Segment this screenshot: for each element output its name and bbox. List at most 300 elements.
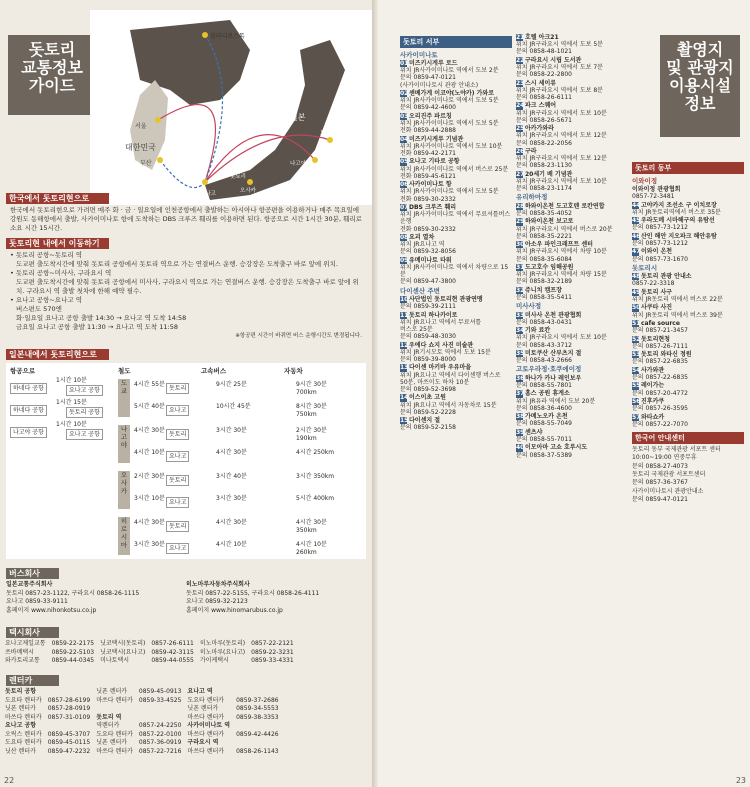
table-cell: 0859-42-4426 — [236, 730, 279, 738]
section-body: 한국에서 돗토리현으로 가려면 매주 화 · 금 · 일요일에 인천공항에서 출발하는 아시아나 항공편을 이용하거나 매주 목요일에 강원도 동해항에서 출발, 사카이미나토 항에 도착하는 DBS 크루즈 훼리를 이용하면 된다. 항공으로 시간 1시간 30분, 훼리로 소요 시간 15시간. — [10, 206, 362, 232]
list-item: • 요나고 공항~요나고 역 — [10, 296, 82, 304]
entry-title: 사가와관 — [641, 366, 665, 374]
listing-entry — [516, 148, 628, 170]
entry-number: 10 — [400, 295, 409, 303]
listing-entry — [632, 265, 744, 272]
label-sakaiminato: 사카이미나토 — [175, 174, 207, 180]
air-origin: 하네다 공항 — [10, 405, 47, 416]
table-cell: 0857-28-6199 — [47, 696, 91, 704]
entry-number: 14 — [400, 394, 409, 402]
entry-detail: 문의 0859-48-3030 — [400, 333, 457, 341]
info-line: 사카이미나토시 관광안내소 — [632, 487, 704, 495]
table-row — [2, 748, 282, 757]
section-body — [10, 251, 362, 341]
info-line: 문의 0858-27-4073 — [632, 462, 689, 470]
entry-number: 12 — [400, 341, 409, 349]
listing-entry — [632, 367, 744, 381]
listing-entry — [632, 320, 744, 334]
table-cell: 닛산 렌터카 — [5, 747, 36, 755]
entry-number: 57 — [632, 413, 641, 421]
column-header: 철도 — [118, 367, 131, 375]
rail-time: 2시간 30분 — [134, 473, 165, 480]
listing-entry — [632, 273, 744, 287]
rentacar-table — [2, 688, 282, 756]
entry-detail: 위치 JR구라요시 역에서 도보 7분 — [516, 64, 603, 71]
listing-entry — [516, 312, 628, 326]
table-cell: 0857-22-2121 — [251, 640, 294, 647]
listing-entry — [516, 444, 628, 458]
entry-detail: 문의 0859-47-3800 — [400, 278, 457, 286]
rail-time: 4시간 55분 — [134, 381, 165, 388]
page-number: 23 — [735, 776, 746, 785]
entry-detail: 위치 JR구라요시 역에서 도보 12분 — [516, 155, 607, 163]
dest-box: 돗토리 — [166, 521, 189, 532]
listing-entry — [632, 304, 744, 318]
entry-detail: 위치 JR요나고 역에서 자동차로 15분 — [400, 401, 497, 409]
entry-number: 40 — [516, 444, 525, 452]
entry-detail: 위치 JR사카이미나토 역에서 도보 5분 — [400, 97, 499, 105]
entry-title: 20세기 배 기념관 — [525, 170, 573, 178]
entry-detail: 위치 JR돗토리역에서 버스로 35분 — [632, 208, 721, 216]
entry-number: 37 — [516, 390, 525, 398]
title-line: 촬영지 — [676, 40, 724, 59]
table-row — [2, 688, 282, 697]
listing-entry — [632, 233, 744, 247]
entry-number: 51 — [632, 319, 641, 327]
listing-entry — [400, 90, 512, 112]
entry-number: 22 — [516, 56, 525, 64]
label-korea: 대한민국 — [125, 143, 156, 152]
entry-title: 유메미나토 타워 — [409, 256, 452, 264]
entry-detail: 문의 0859-39-2111 — [400, 303, 457, 311]
table-cell: 홈페이지 www.nihonkotsu.co.jp — [6, 606, 97, 614]
entry-number: 07 — [400, 203, 409, 211]
listing-entry — [516, 218, 628, 240]
entry-title: 하와이온천 보고로 — [525, 218, 574, 226]
subregion-header: 미사사정 — [516, 302, 542, 311]
column-header: 고속버스 — [201, 367, 227, 375]
entry-detail: 문의 0859-52-3698 — [400, 385, 457, 393]
entry-title: 돗토리 와타신 정원 — [641, 351, 692, 359]
entry-detail: 문의 0858-36-4600 — [516, 404, 573, 412]
entry-detail: 문의 0859-32-8056 — [400, 248, 457, 256]
bus-time: 3시간 40분 — [216, 473, 247, 480]
table-cell: 사카이미나토 역 — [187, 722, 231, 729]
entry-detail: 문의 0857-22-6835 — [632, 358, 689, 366]
entry-detail: 문의 0857-26-7111 — [632, 342, 689, 350]
entry-number: 31 — [516, 263, 525, 271]
listing-entry — [400, 394, 512, 416]
listing-entry — [632, 186, 744, 200]
entry-detail: 문의 0858-35-6084 — [516, 255, 573, 263]
entry-number: 56 — [632, 397, 641, 405]
entry-number: 11 — [400, 311, 409, 319]
entry-detail: 문의 0858-55-7049 — [516, 420, 573, 428]
entry-detail: 문의 0859-52-2158 — [400, 424, 457, 432]
entry-title: 이모아마 고쇼 호루시도 — [525, 444, 588, 452]
entry-detail: 문의 0857-73-1212 — [632, 224, 689, 232]
table-cell: 마쓰다 렌터카 — [187, 747, 225, 755]
entry-detail: 문의 0858-32-2189 — [516, 278, 573, 286]
entry-detail: 문의 0857-20-4772 — [632, 389, 689, 397]
table-cell — [93, 705, 136, 714]
listing-entry — [516, 80, 628, 102]
entry-detail: 위치 JR구라요시 역에서 버스로 20분 — [516, 225, 613, 233]
entry-title: 미사사 온천 관광협회 — [525, 311, 582, 319]
entry-detail: 위치 JR구라요시 역에서 차량 15분 — [516, 271, 607, 279]
air-origin: 나고야 공항 — [10, 427, 47, 438]
entry-title: 사쿠타 사진 — [641, 304, 673, 312]
label-tokyo: 도쿄 — [320, 130, 332, 137]
table-cell: 0857-22-0100 — [138, 730, 182, 738]
entry-number: 39 — [516, 428, 525, 436]
table-cell: 돗토리 역 — [96, 713, 122, 721]
table-cell: 0859-44-0555 — [151, 657, 194, 664]
table-cell: 역렌터카 — [96, 722, 120, 729]
info-list — [632, 446, 744, 504]
listing-entry — [400, 364, 512, 393]
entry-number: 05 — [400, 158, 409, 166]
entry-detail: 문의 0858-35-4052 — [516, 209, 573, 217]
table-row — [2, 657, 297, 666]
entry-title: 하나가 카나 레인보우 — [525, 374, 582, 382]
entry-detail: 문의 0858-26-6111 — [516, 94, 573, 101]
table-cell — [45, 722, 94, 731]
entry-number: 55 — [632, 382, 641, 390]
listing-entry — [400, 417, 512, 431]
entry-title: 하와이온천 도고호텐 로칸연합 — [525, 202, 605, 210]
entry-number: 30 — [516, 241, 525, 249]
entry-detail: 0857-72-3481 — [632, 193, 675, 201]
entry-title: 요괴 열차 — [409, 233, 435, 241]
label-nagoya: 나고야 — [290, 161, 306, 167]
rail-time: 4시간 30분 — [134, 427, 165, 434]
table-cell: 0859-47-2232 — [47, 747, 91, 755]
entry-number: 25 — [516, 125, 525, 133]
table-cell: 도요타 렌터카 — [5, 696, 42, 704]
left-page — [0, 0, 372, 787]
table-cell: 0859-44-0345 — [51, 657, 95, 664]
entry-number: 48 — [632, 273, 641, 281]
table-row — [2, 705, 282, 714]
table-cell: 0859-45-3707 — [47, 730, 91, 738]
label-tottori: 돗토리 — [230, 174, 246, 180]
listing-list — [400, 60, 512, 432]
section-header: 버스회사 — [6, 568, 59, 579]
air-dest: 요나고 공항 — [66, 385, 103, 396]
entry-detail: 문의 0858-43-3712 — [516, 341, 573, 349]
entry-detail: 문의 0858-43-0431 — [516, 318, 573, 326]
entry-number: 29 — [516, 218, 525, 226]
entry-title: 도고호수 임해공원 — [525, 263, 574, 271]
entry-detail: 위치 JR구라요시 역에서 도보 8분 — [516, 86, 603, 94]
entry-number: 06 — [400, 181, 409, 189]
column-header: 항공으로 — [10, 367, 36, 375]
table-cell: 도요타 렌터카 — [96, 730, 133, 738]
listing-entry — [632, 289, 744, 303]
entry-number: 26 — [516, 147, 525, 155]
table-row — [2, 739, 282, 748]
listing-entry — [516, 57, 628, 79]
title-line: 교통정보 — [21, 58, 83, 77]
listing-entry — [516, 375, 628, 389]
listing-entry — [632, 336, 744, 350]
table-cell: 0859-45-0913 — [138, 688, 182, 695]
listing-entry — [400, 257, 512, 286]
air-time: 1시간 15분 — [56, 399, 87, 406]
entry-detail: 문의 0858-37-5389 — [516, 451, 573, 459]
listing-column-2 — [516, 34, 628, 460]
entry-detail: 위치 JR기시모토 역에서 도보 15분 — [400, 348, 491, 356]
entry-detail: 문의 0857-22-7070 — [632, 420, 689, 428]
table-cell: 마쓰다 렌터카 — [96, 696, 133, 704]
listing-list — [632, 186, 744, 428]
listing-entry — [516, 287, 628, 301]
entry-detail: 문의 0859-52-2228 — [400, 408, 457, 416]
subregion-header: 유리하마정 — [516, 193, 548, 202]
section-header: 일본내에서 돗토리현으로 — [6, 349, 109, 360]
table-cell: 0857-31-0109 — [47, 713, 91, 721]
rail-time: 3시간 30분 — [134, 541, 165, 548]
subregion-header: 고토우라정·호쿠에이정 — [516, 365, 582, 374]
entry-detail: 위치 JR돗토리 역에서 버스로 39분 — [632, 311, 723, 319]
entry-detail: (사카이미나토시 관광 안내소) — [400, 81, 479, 89]
title-line: 돗토리 — [28, 40, 76, 59]
entry-number: 24 — [516, 102, 525, 110]
entry-number: 46 — [632, 232, 641, 240]
right-page-title — [660, 35, 740, 137]
dest-box: 돗토리 — [166, 429, 189, 440]
listing-entry — [516, 429, 628, 443]
table-cell: 히노마루자동차주식회사 — [186, 581, 250, 588]
entry-detail: 위치 JR돗토리 역에서 버스로 22분 — [632, 295, 723, 303]
rail-time: 3시간 10분 — [134, 495, 165, 502]
entry-detail: 위치 JR사카이미나토 역에서 도보 2분 — [400, 67, 499, 75]
region-header: 돗토리 서부 — [400, 36, 512, 48]
entry-title: 돗토리 사구 — [641, 288, 673, 296]
subregion-header: 이와이정 — [632, 177, 658, 185]
info-line: 문의 0857-36-3767 — [632, 479, 689, 487]
entry-number: 50 — [632, 304, 641, 312]
origin-label: 오사카 — [118, 471, 130, 509]
entry-number: 49 — [632, 288, 641, 296]
table-cell: 요나고 0859-32-2123 — [186, 598, 248, 605]
car-time: 4시간 10분 260km — [296, 541, 327, 556]
table-cell: 0857-36-0919 — [138, 739, 182, 746]
listing-entry — [632, 398, 744, 412]
entry-number: 28 — [516, 202, 525, 210]
entry-title: 돗토리 관광 안내소 — [641, 273, 692, 281]
title-line: 가이드 — [28, 76, 76, 95]
entry-title: 구라 — [525, 147, 537, 155]
car-time: 4시간 30분 350km — [296, 519, 327, 534]
label-osaka: 오사카 — [240, 188, 256, 194]
entry-detail: 전화 0859-30-2332 — [400, 195, 457, 203]
entry-title: 와타쇼카 — [641, 413, 665, 421]
list-item: 금요일 요나고 공항 출발 11:30 → 요나고 역 도착 11:58 — [16, 323, 178, 331]
entry-detail: 위치 JR구라요시 역에서 도보 5분 — [516, 41, 603, 49]
dest-box: 돗토리 — [166, 475, 189, 486]
entry-detail: 문의 0857-22-6835 — [632, 373, 689, 381]
dest-box: 요나고 — [166, 451, 189, 462]
section-header: 택시회사 — [6, 627, 59, 638]
bus-time: 3시간 30분 — [216, 495, 247, 502]
table-cell: 0859-45-0115 — [47, 739, 91, 746]
table-cell: 오릭스 렌터카 — [5, 730, 42, 738]
listing-column-3 — [632, 160, 744, 505]
entry-number: 02 — [400, 90, 409, 97]
entry-number: 47 — [632, 248, 641, 256]
listing-entry — [516, 194, 628, 201]
bus-time: 4시간 30분 — [216, 449, 247, 456]
title-line: 정보 — [684, 94, 716, 113]
table-row — [2, 731, 282, 740]
entry-title: 가메노오카 온천 — [525, 413, 568, 421]
route-table — [6, 363, 366, 559]
car-time: 3시간 350km — [296, 473, 335, 480]
table-cell: 요나고 역 — [187, 688, 213, 695]
listing-entry — [516, 413, 628, 427]
page-number: 22 — [4, 776, 15, 785]
entry-detail: 위치 JR유라 역에서 도보 20분 — [516, 397, 596, 405]
table-cell: 닛폰 렌터카 — [96, 688, 128, 695]
entry-number: 21 — [516, 34, 525, 41]
info-line: 돗토리 동부 국제관광 서포트 센터 — [632, 445, 721, 453]
table-cell — [45, 688, 94, 697]
entry-detail: 위치 JR사카이미나토 역에서 도보 10분 — [400, 142, 503, 150]
table-cell — [136, 714, 185, 723]
listing-entry — [516, 34, 628, 56]
origin-label: 나고야 — [118, 425, 130, 463]
entry-title: 다이센지 절 — [409, 417, 441, 425]
air-time: 1시간 10분 — [56, 377, 87, 384]
entry-number: 08 — [400, 233, 409, 241]
entry-number: 53 — [632, 351, 641, 359]
table-cell: 돗토리 0857-22-5155, 구라요시 0858-26-4111 — [186, 589, 320, 597]
info-header: 한국어 안내센터 — [632, 432, 744, 444]
entry-number: 03 — [400, 112, 409, 120]
table-cell: 히노마루(요나고) — [199, 648, 246, 656]
entry-number: 45 — [632, 217, 641, 225]
table-cell: 0859-33-4331 — [251, 657, 294, 664]
listing-list — [516, 34, 628, 459]
entry-title: 쥬니치 캠프장 — [525, 286, 562, 294]
entry-detail: 문의 0857-73-1212 — [632, 239, 689, 247]
entry-title: 산인 해안 지오파크 해안유람 — [641, 232, 717, 240]
table-cell — [233, 688, 282, 697]
table-cell: 0857-28-0919 — [47, 705, 91, 712]
entry-detail: 문의 0859-47-0121 — [400, 74, 457, 82]
entry-detail: 문의 0858-26-5671 — [516, 116, 573, 124]
title-line: 및 관광지 — [666, 58, 734, 77]
entry-title: 우라도메 시마해구의 유람선 — [641, 217, 715, 225]
table-cell: 돗토리 0857-23-1122, 구라요시 0858-26-1115 — [6, 589, 140, 597]
bus-time: 10시간 45분 — [216, 403, 251, 410]
car-time: 5시간 400km — [296, 495, 335, 502]
entry-title: 오리진주 파르칭 — [409, 112, 452, 120]
table-cell: 돗토리 공항 — [5, 688, 37, 695]
entry-detail: 전화 0859-45-6121 — [400, 172, 457, 180]
bus-time: 9시간 25분 — [216, 381, 247, 388]
dest-box: 요나고 — [166, 543, 189, 554]
entry-detail: 위치 JR사카이미나토 역에서 차량으로 15분 — [400, 263, 509, 279]
entry-number: 23 — [516, 79, 525, 87]
listing-entry — [516, 264, 628, 286]
left-page-title — [8, 35, 96, 115]
entry-detail: 전화 0859-42-2171 — [400, 150, 457, 157]
entry-title: 진후카쿠 — [641, 397, 665, 405]
listing-entry — [400, 288, 512, 295]
entry-detail: 위치 JR요나고 역에서 다이센행 버스로 — [400, 371, 501, 379]
section-header: 한국에서 돗토리현으로 — [6, 193, 109, 204]
entry-title: cafe source — [641, 319, 680, 327]
listing-entry — [632, 202, 744, 216]
listing-entry — [516, 125, 628, 147]
entry-number: 32 — [516, 286, 525, 294]
entry-number: 01 — [400, 60, 409, 67]
entry-detail: 위치 JR구라요시 역에서 차량 10분 — [516, 248, 607, 256]
section-header: 돗토리현 내에서 이동하기 — [6, 238, 109, 249]
dest-box: 요나고 — [166, 497, 189, 508]
table-cell: 마쓰다 렌터카 — [187, 713, 225, 721]
listing-entry — [400, 136, 512, 158]
entry-title: 요나고 기타로 공항 — [409, 158, 460, 166]
label-yonago: 요나고 — [200, 191, 216, 197]
entry-number: 15 — [400, 417, 409, 425]
table-cell: 닛폰 렌터카 — [187, 705, 219, 712]
entry-number: 44 — [632, 201, 641, 209]
entry-detail: 문의 0858-48-1021 — [516, 48, 573, 56]
entry-detail: 전화 0859-30-2332 — [400, 225, 457, 233]
list-item: 버스편도 570엔 — [16, 305, 62, 313]
table-cell: 0857-26-6111 — [151, 640, 194, 647]
listing-entry — [516, 390, 628, 412]
right-page — [378, 0, 750, 787]
air-dest: 요나고 공항 — [66, 429, 103, 440]
entry-number: 27 — [516, 170, 525, 178]
entry-title: 홈스 공원 휴게소 — [525, 390, 570, 398]
entry-detail: 문의 0859-42-4600 — [400, 104, 457, 112]
listing-entry — [400, 181, 512, 203]
listing-entry — [516, 203, 628, 217]
table-cell: 0859-22-2175 — [51, 640, 95, 647]
table-cell: 0859-42-3115 — [151, 648, 194, 656]
entry-title: 사카이미나토 항 — [409, 181, 452, 189]
table-cell: 미나토택시 — [100, 657, 130, 664]
entry-number: 38 — [516, 413, 525, 421]
table-cell: 0859-33-4525 — [138, 696, 182, 704]
bus-time: 4시간 30분 — [216, 519, 247, 526]
bus-time: 3시간 30분 — [216, 427, 247, 434]
table-cell: 닛폰 렌터카 — [5, 705, 36, 712]
entry-detail: 위치 JR구라요시 역에서 도보 10분 — [516, 177, 607, 185]
table-row — [2, 649, 297, 658]
rail-time: 5시간 40분 — [134, 403, 165, 410]
table-cell: 닛코택시(요나고) — [100, 648, 146, 656]
listing-entry — [400, 158, 512, 180]
entry-title: 센츠샤 — [525, 428, 543, 436]
entry-detail: 0857-22-3318 — [632, 280, 675, 288]
entry-detail: 위치 JR사카이미나토 역에서 도보 5분 — [400, 188, 499, 196]
air-dest: 돗토리 공항 — [66, 407, 103, 418]
entry-detail: 문의 0858-35-5411 — [516, 293, 573, 301]
listing-entry — [400, 234, 512, 256]
entry-detail: 문의 0858-22-2800 — [516, 71, 573, 79]
listing-entry — [632, 351, 744, 365]
listing-entry — [400, 312, 512, 341]
entry-detail: 위치 JR구라요시 역에서 도보 10분 — [516, 109, 607, 117]
entry-detail: 위치 JR사카이미나토 역에서 무료셔틀버스 운행 — [400, 211, 511, 226]
